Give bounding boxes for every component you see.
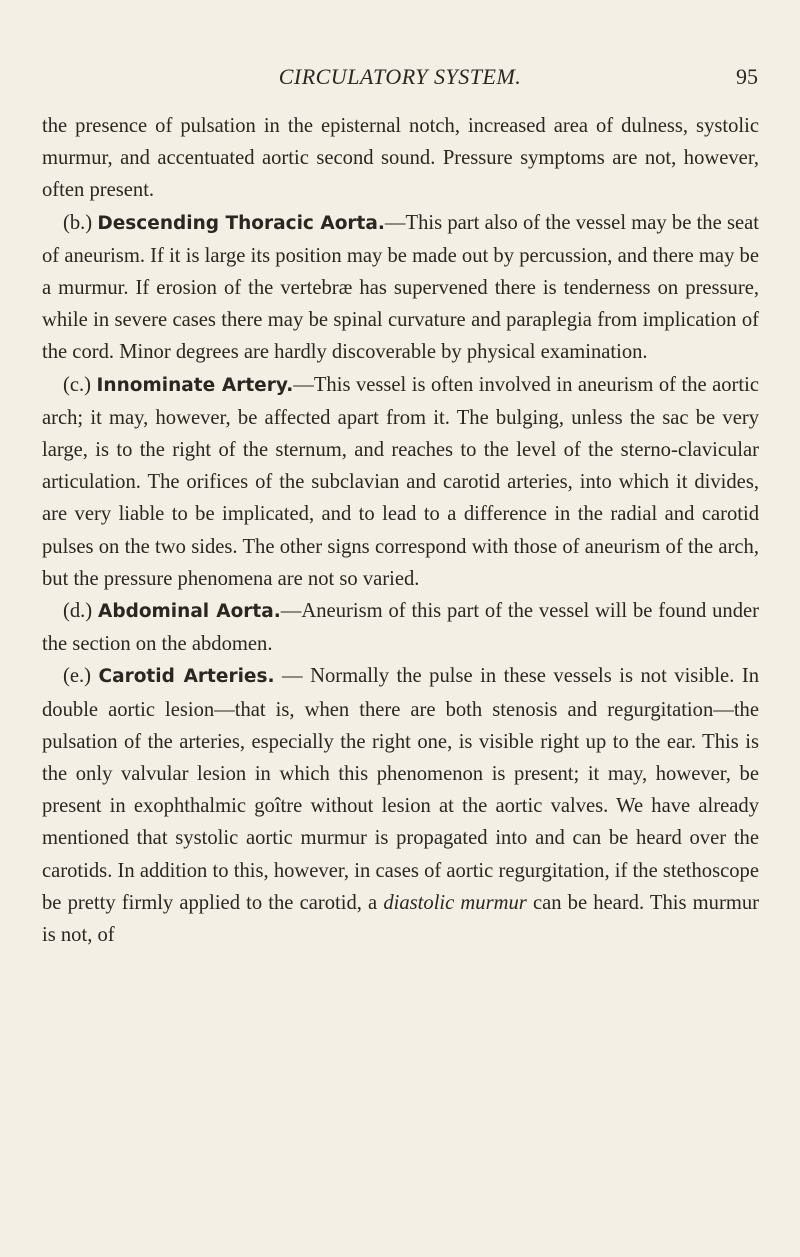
paragraph-carotid-arteries — [42, 660, 759, 951]
section-marker: (c.) — [63, 373, 92, 396]
section-marker: (b.) — [63, 211, 93, 234]
page-number: 95 — [736, 64, 758, 89]
paragraph-text: —Aneurism of this part of the vessel will be found under the section on the abdomen. — [42, 600, 759, 656]
paragraph-continuation — [42, 110, 759, 207]
running-title: CIRCULATORY SYSTEM. — [278, 64, 522, 89]
section-heading: Descending Thoracic Aorta. — [97, 212, 385, 234]
section-marker: (e.) — [63, 665, 92, 688]
section-marker: (d.) — [63, 600, 93, 623]
paragraph-text: — Normally the pulse in these vessels is not visible. In double aortic lesion—that is, when there are both stenosis and regurgitation—the pulsation of the arteries, especially the right one, is visible right up to the ear. This is the only valvular lesion in which this phenomenon is present; it may, however, be present in exophthalmic goître without lesion at the aortic valves. We have already mentioned that systolic aortic murmur is propagated into and can be heard over the carotids. In addition to this, however, in cases of aortic regurgitation, if the stethoscope be pretty firmly applied to the carotid, a — [42, 665, 759, 914]
section-heading: Innominate Artery. — [96, 374, 294, 396]
paragraph-text: —This vessel is often involved in aneurism of the aortic arch; it may, however, be affected apart from it. The bulging, unless the sac be very large, is to the right of the sternum, and reaches to the level of the sterno-clavicular articulation. The orifices of the subclavian and carotid arteries, into which it divides, are very liable to be implicated, and to lead to a difference in the radial and carotid pulses on the two sides. The other signs correspond with those of aneurism of the arch, but the pressure phenomena are not so varied. — [42, 373, 760, 590]
emphasized-term: diastolic murmur — [383, 891, 527, 914]
paragraph-innominate-artery — [42, 369, 759, 595]
section-heading: Abdominal Aorta. — [98, 601, 281, 623]
paragraph-abdominal-aorta — [42, 595, 759, 660]
paragraph-text: —This part also of the vessel may be the seat of aneurism. If it is large its position may be made out by percussion, and there may be a murmur. If erosion of the vertebræ has supervened there is tenderness on pressure, while in severe cases there may be spinal curvature and paraplegia from implication of the cord. Minor degrees are hardly discoverable by physical examination. — [42, 211, 759, 364]
paragraph-text-end: can be heard. This murmur is not, of — [42, 891, 759, 947]
page-header — [0, 64, 800, 98]
body-text — [42, 110, 759, 951]
paragraph-descending-thoracic-aorta — [42, 207, 759, 369]
section-heading: Carotid Arteries. — [98, 666, 275, 688]
paragraph-text: the presence of pulsation in the episternal notch, increased area of dulness, systolic murmur, and accentuated aortic second sound. Pressure symptoms are not, however, often present. — [42, 115, 759, 202]
